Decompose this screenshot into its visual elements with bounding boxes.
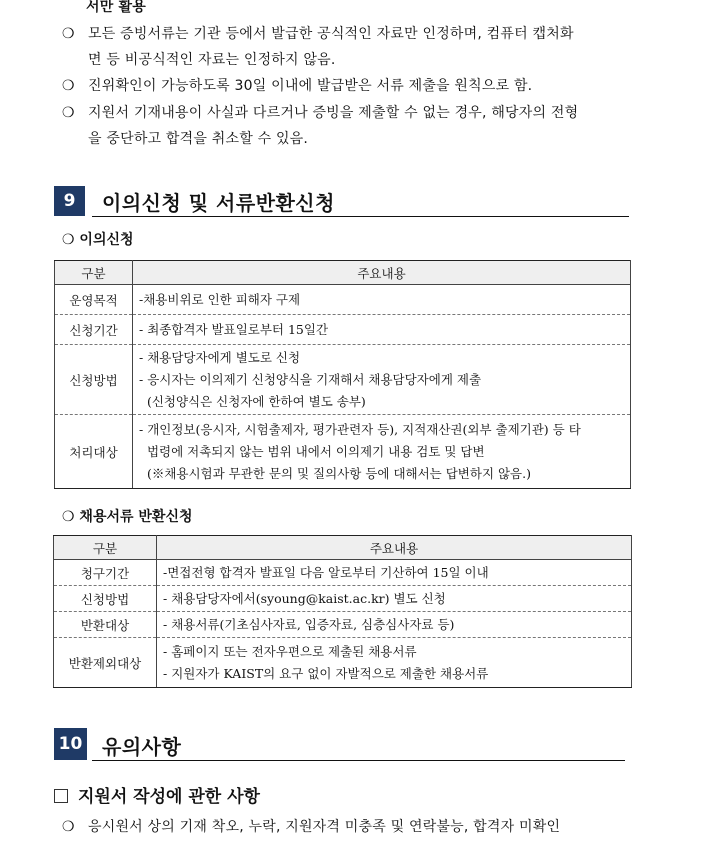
list-item-text: 모든 증빙서류는 기관 등에서 발급한 공식적인 자료만 인정하며, 컴퓨터 캡처화 [88, 26, 574, 42]
table-row [55, 315, 631, 345]
table-header: 주요내용 [157, 536, 632, 560]
circle-bullet-icon: ❍ [62, 78, 75, 94]
list-item-text: 진위확인이 가능하도록 30일 이내에 발급받은 서류 제출을 원칙으로 함. [88, 78, 533, 94]
section-title: 이의신청 및 서류반환신청 [102, 191, 335, 215]
table-header: 주요내용 [133, 261, 631, 285]
circle-bullet-icon: ❍ [62, 105, 75, 121]
table-row [54, 612, 632, 638]
subsection-heading [54, 782, 260, 807]
cell-line: - 최종합격자 발표일로부터 15일간 [139, 321, 329, 337]
cell-line: (신청양식은 신청자에 한하여 별도 송부) [139, 393, 366, 409]
document-return-table [53, 535, 632, 688]
section-divider [92, 216, 629, 217]
row-label: 신청방법 [55, 345, 133, 415]
cell-line: -채용비위로 인한 피해자 구제 [139, 291, 301, 307]
table-header: 구분 [55, 261, 133, 285]
cell-line: - 개인정보(응시자, 시험출제자, 평가관련자 등), 지적재산권(외부 출제기관) 등 타 [139, 421, 581, 437]
table-row [54, 638, 632, 688]
subsection-title: ❍ 이의신청 [62, 232, 134, 248]
table-header: 구분 [54, 536, 157, 560]
table-row [55, 415, 631, 489]
row-label: 운영목적 [55, 285, 133, 315]
row-label: 처리대상 [55, 415, 133, 489]
section-number: 10 [54, 728, 87, 760]
row-label: 반환대상 [54, 612, 157, 638]
cell-line: - 응시자는 이의제기 신청양식을 기재해서 채용담당자에게 제출 [139, 371, 482, 387]
row-label: 반환제외대상 [54, 638, 157, 688]
row-label: 신청기간 [55, 315, 133, 345]
cell-line: (※채용시험과 무관한 문의 및 질의사항 등에 대해서는 답변하지 않음.) [139, 465, 531, 481]
row-label: 신청방법 [54, 586, 157, 612]
cell-line: 법령에 저촉되지 않는 범위 내에서 이의제기 내용 검토 및 답변 [139, 443, 485, 459]
continued-line: 서만 활용 [86, 0, 146, 15]
row-label: 청구기간 [54, 560, 157, 586]
list-item [62, 100, 578, 152]
cell-line: - 채용서류(기초심사자료, 입증자료, 심층심사자료 등) [163, 616, 455, 632]
table-row [55, 345, 631, 415]
section-divider [92, 760, 625, 761]
section-number: 9 [54, 186, 85, 216]
table-row [54, 560, 632, 586]
cell-line: - 홈페이지 또는 전자우편으로 제출된 채용서류 [163, 643, 417, 659]
subsection-title: 지원서 작성에 관한 사항 [78, 787, 260, 807]
list-item-text: 지원서 기재내용이 사실과 다르거나 증빙을 제출할 수 없는 경우, 해당자의 전형 [88, 105, 579, 121]
table-row [55, 285, 631, 315]
list-item [62, 73, 532, 99]
section-title: 유의사항 [102, 735, 182, 759]
table-row [54, 586, 632, 612]
list-item [62, 21, 574, 73]
square-bullet-icon [54, 789, 68, 803]
cell-line: - 채용담당자에게 별도로 신청 [139, 349, 301, 365]
list-item-text: 면 등 비공식적인 자료는 인정하지 않음. [88, 52, 336, 68]
cell-line: -면접전형 합격자 발표일 다음 알로부터 기산하여 15일 이내 [163, 564, 489, 580]
circle-bullet-icon: ❍ [62, 819, 75, 835]
subsection-title: ❍ 채용서류 반환신청 [62, 509, 193, 525]
circle-bullet-icon: ❍ [62, 26, 75, 42]
list-item-text: 을 중단하고 합격을 취소할 수 있음. [88, 131, 309, 147]
cell-line: - 채용담당자에서(syoung@kaist.ac.kr) 별도 신청 [163, 590, 446, 606]
objection-table [54, 260, 631, 489]
list-item [62, 814, 560, 840]
cell-line: - 지원자가 KAIST의 요구 없이 자발적으로 제출한 채용서류 [163, 665, 489, 681]
list-item-text: 응시원서 상의 기재 착오, 누락, 지원자격 미충족 및 연락불능, 합격자 미확인 [88, 819, 561, 835]
